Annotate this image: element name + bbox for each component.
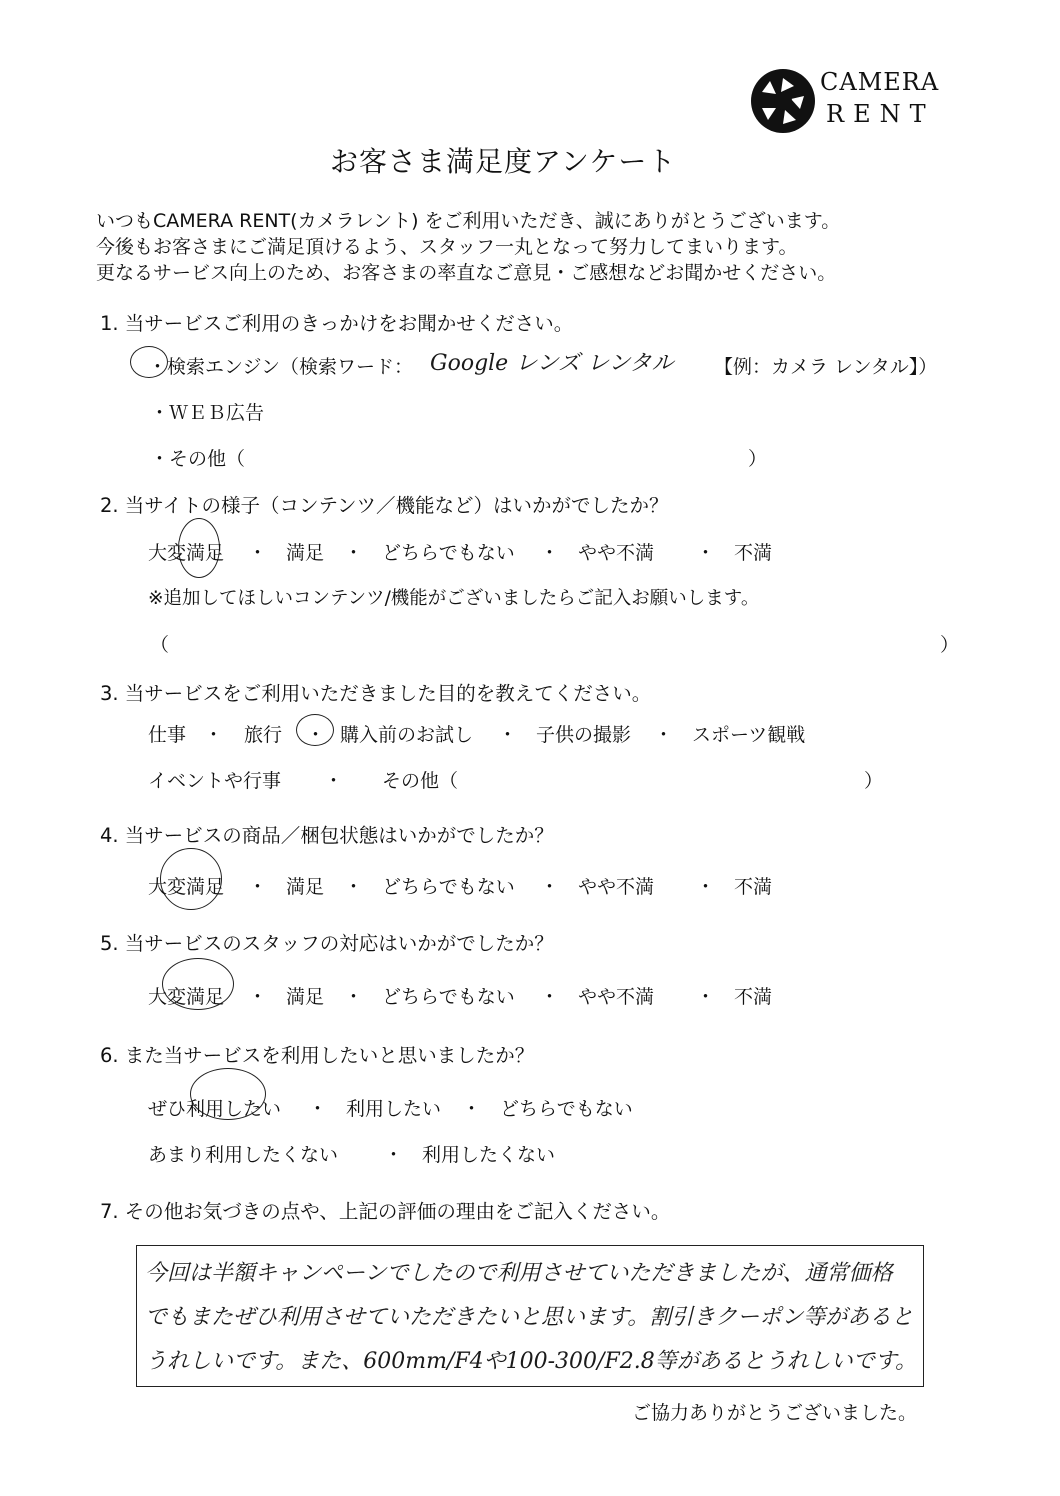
q4-sep-4: ・: [696, 876, 716, 898]
q4-question: 4. 当サービスの商品／梱包状態はいかがでしたか？: [100, 824, 554, 847]
q6-opt-no: 利用したくない: [422, 1144, 556, 1166]
q3-sep-5: ・: [324, 770, 344, 792]
logo: [750, 68, 950, 136]
q2-sep-1: ・: [248, 542, 268, 564]
q4-opt-very-satisfied: 大変満足: [148, 876, 225, 898]
q5-opt-satisfied: 満足: [286, 986, 325, 1008]
q6-opt-not-much: あまり利用したくない: [148, 1144, 339, 1166]
q3-other-close: ）: [864, 770, 884, 792]
q4-sep-3: ・: [540, 876, 560, 898]
q2-sep-4: ・: [696, 542, 716, 564]
q5-sep-3: ・: [540, 986, 560, 1008]
q4-opt-slightly-dissatisfied: やや不満: [578, 876, 655, 898]
q2-question: 2. 当サイトの様子（コンテンツ／機能など）はいかがでしたか？: [100, 494, 669, 517]
q7-answer-line-2: でもまたぜひ利用させていただきたいと思います。割引きクーポン等があると: [145, 1305, 914, 1330]
q2-open-paren: （: [150, 634, 170, 656]
q3-opt-work: 仕事: [148, 724, 187, 746]
q1-option-other: ・その他（: [150, 448, 246, 470]
q6-sep-3: ・: [384, 1144, 404, 1166]
q2-opt-slightly-dissatisfied: やや不満: [578, 542, 655, 564]
q2-opt-very-satisfied: 大変満足: [148, 542, 225, 564]
q3-sep-2: ・: [306, 724, 326, 746]
q3-opt-events: イベントや行事: [148, 770, 282, 792]
q1-question: 1. 当サービスご利用のきっかけをお聞かせください。: [100, 312, 574, 335]
q4-opt-neutral: どちらでもない: [382, 876, 515, 898]
q3-sep-4: ・: [654, 724, 674, 746]
q3-opt-sports: スポーツ観戦: [692, 724, 806, 746]
q5-sep-2: ・: [344, 986, 364, 1008]
q2-close-paren: ）: [940, 634, 960, 656]
q5-question: 5. 当サービスのスタッフの対応はいかがでしたか？: [100, 932, 554, 955]
q2-opt-satisfied: 満足: [286, 542, 325, 564]
logo-line2: RENT: [826, 100, 935, 128]
q6-sep-1: ・: [308, 1098, 328, 1120]
intro-line-2: 今後もお客さまにご満足頂けるよう、スタッフ一丸となって努力してまいります。: [96, 236, 798, 258]
q2-note: ※追加してほしいコンテンツ/機能がございましたらご記入お願いします。: [148, 588, 760, 609]
q1-option-web: ・ＷＥＢ広告: [150, 402, 265, 424]
closing-message: ご協力ありがとうございました。: [632, 1402, 918, 1424]
q1-other-close: ）: [748, 448, 768, 470]
q1-option-search: ・検索エンジン（検索ワード：: [148, 356, 414, 378]
q7-answer-line-3: うれしいです。また、600mm/F4や100-300/F2.8等があるとうれしいです。: [145, 1349, 917, 1374]
q2-opt-dissatisfied: 不満: [734, 542, 773, 564]
q4-opt-satisfied: 満足: [286, 876, 325, 898]
q7-question: 7. その他お気づきの点や、上記の評価の理由をご記入ください。: [100, 1200, 671, 1223]
q5-sep-4: ・: [696, 986, 716, 1008]
page-title: お客さま満足度アンケート: [330, 145, 677, 178]
q3-sep-3: ・: [498, 724, 518, 746]
q5-opt-very-satisfied: 大変満足: [148, 986, 225, 1008]
camera-shutter-icon: [750, 68, 816, 134]
q5-opt-slightly-dissatisfied: やや不満: [578, 986, 655, 1008]
q6-sep-2: ・: [462, 1098, 482, 1120]
q3-opt-travel: 旅行: [244, 724, 283, 746]
q5-opt-dissatisfied: 不満: [734, 986, 773, 1008]
q3-sep-1: ・: [204, 724, 224, 746]
q6-opt-definitely: ぜひ利用したい: [148, 1098, 282, 1120]
q2-sep-3: ・: [540, 542, 560, 564]
q3-opt-other: その他（: [382, 770, 459, 792]
q4-opt-dissatisfied: 不満: [734, 876, 773, 898]
q3-question: 3. 当サービスをご利用いただきました目的を教えてください。: [100, 682, 652, 705]
q1-example: 【例：カメラ レンタル】）: [714, 356, 938, 378]
q3-opt-kids: 子供の撮影: [536, 724, 632, 746]
q1-search-words: Google レンズ レンタル: [430, 351, 674, 376]
q5-opt-neutral: どちらでもない: [382, 986, 515, 1008]
logo-line1: CAMERA: [820, 68, 940, 96]
q7-answer-line-1: 今回は半額キャンペーンでしたので利用させていただきましたが、通常価格: [145, 1261, 893, 1286]
q6-question: 6. また当サービスを利用したいと思いましたか？: [100, 1044, 535, 1067]
q6-opt-neutral: どちらでもない: [500, 1098, 633, 1120]
q4-sep-2: ・: [344, 876, 364, 898]
q6-opt-yes: 利用したい: [346, 1098, 442, 1120]
q5-sep-1: ・: [248, 986, 268, 1008]
q3-opt-trial: 購入前のお試し: [340, 724, 474, 746]
intro-line-3: 更なるサービス向上のため、お客さまの率直なご意見・ご感想などお聞かせください。: [96, 262, 837, 284]
q2-opt-neutral: どちらでもない: [382, 542, 515, 564]
q4-sep-1: ・: [248, 876, 268, 898]
intro-line-1: いつもCAMERA RENT(カメラレント) をご利用いただき、誠にありがとうございます。: [96, 210, 841, 232]
q2-sep-2: ・: [344, 542, 364, 564]
q7-answer-box: [136, 1245, 924, 1387]
